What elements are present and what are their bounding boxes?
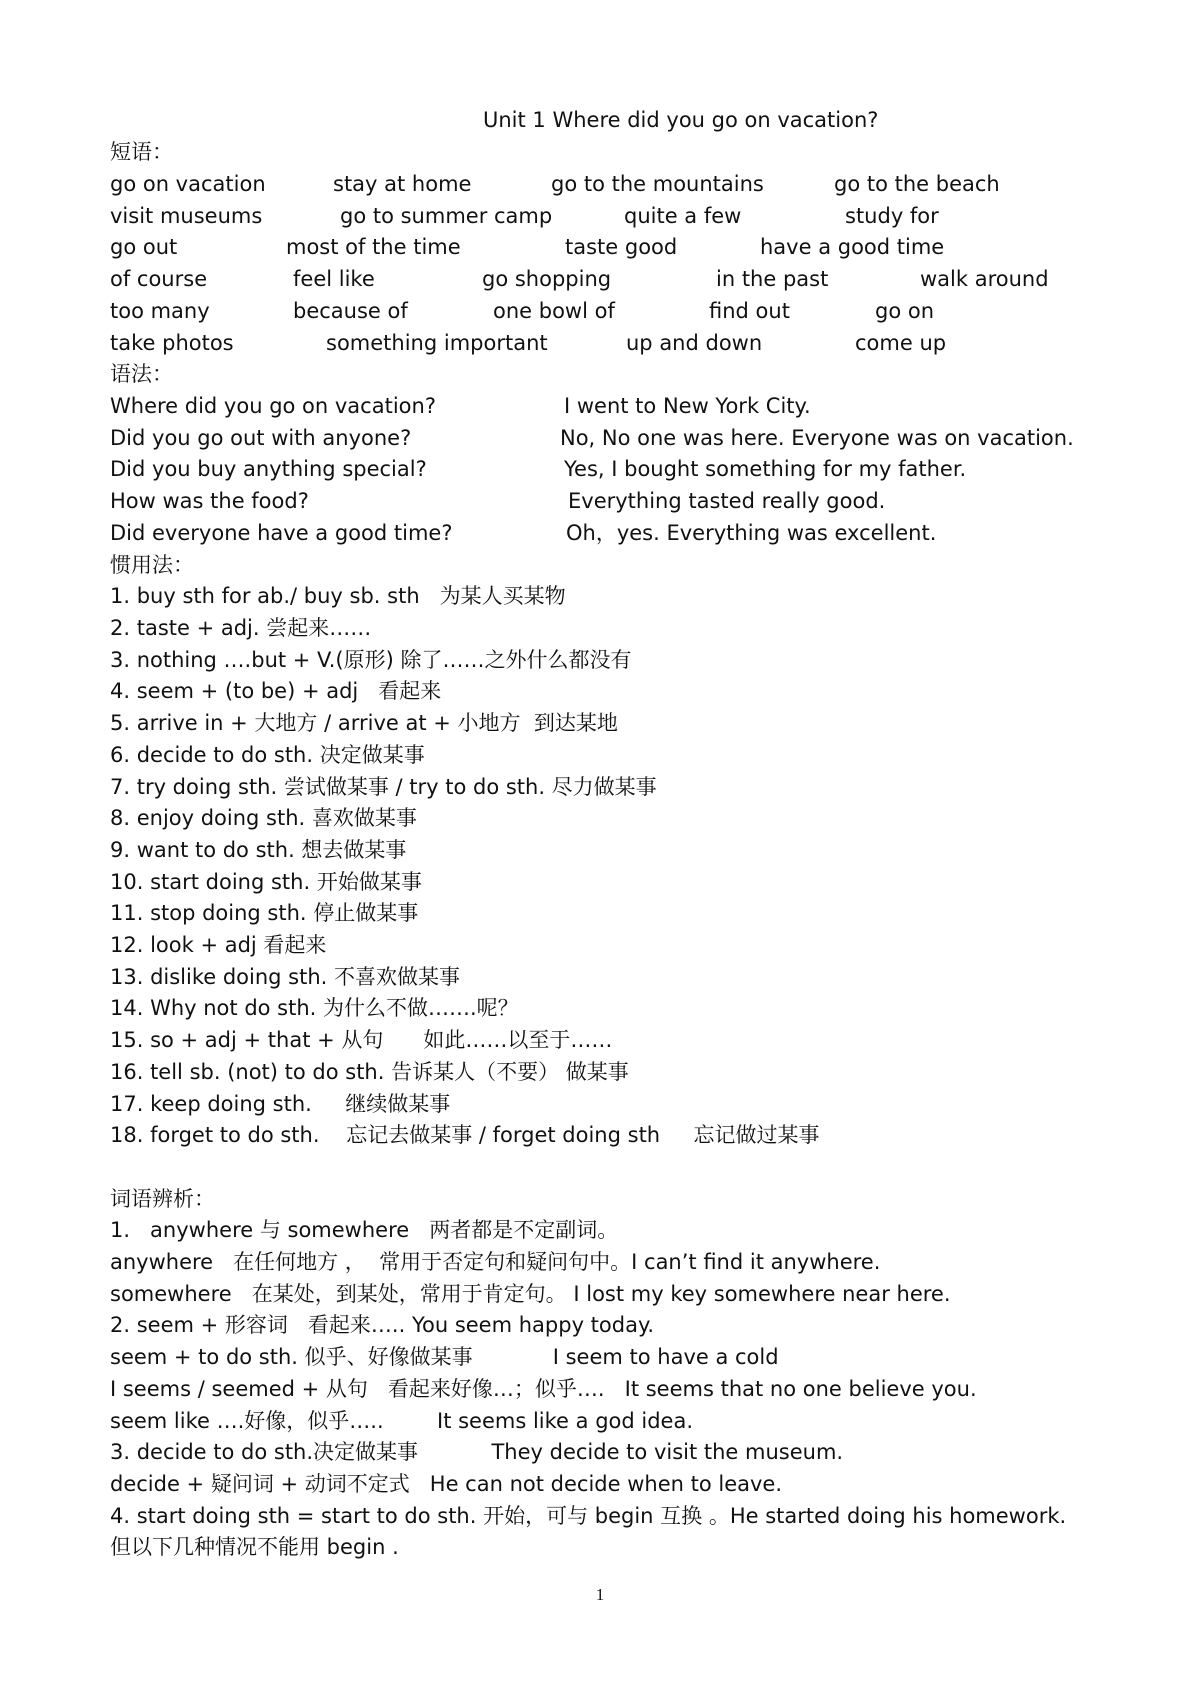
grammar-answer: Yes, I bought something for my father. [564, 457, 967, 481]
usage-item: 10. start doing sth. 开始做某事 [110, 870, 422, 894]
phrase: something important [326, 331, 548, 355]
phrase: up and down [626, 331, 763, 355]
usage-item: 17. keep doing sth. 继续做某事 [110, 1092, 451, 1116]
usage-item: 2. taste + adj. 尝起来…… [110, 616, 372, 640]
usage-item: 13. dislike doing sth. 不喜欢做某事 [110, 965, 461, 989]
usage-heading: 惯用法： [110, 553, 194, 577]
phrase: one bowl of [493, 299, 615, 323]
phrase: go to the mountains [551, 172, 764, 196]
analysis-line: 3. decide to do sth.决定做某事 They decide to visit the museum. [110, 1440, 844, 1464]
phrase: have a good time [760, 235, 945, 259]
phrase: come up [855, 331, 947, 355]
document-title: Unit 1 Where did you go on vacation? [483, 108, 879, 132]
usage-item: 11. stop doing sth. 停止做某事 [110, 901, 419, 925]
phrase: quite a few [624, 204, 742, 228]
analysis-line: anywhere 在任何地方 ， 常用于否定句和疑问句中。I can’t find it anywhere. [110, 1250, 881, 1274]
phrase: in the past [716, 267, 829, 291]
usage-item: 16. tell sb. (not) to do sth. 告诉某人（不要） 做某事 [110, 1060, 629, 1084]
grammar-heading: 语法： [110, 362, 173, 386]
usage-item: 12. look + adj 看起来 [110, 933, 327, 957]
usage-item: 1. buy sth for ab./ buy sb. sth 为某人买某物 [110, 584, 566, 608]
grammar-question: Did you buy anything special? [110, 457, 427, 481]
phrase: because of [293, 299, 408, 323]
usage-item: 15. so + adj + that + 从句 如此……以至于…… [110, 1028, 613, 1052]
phrase: find out [709, 299, 790, 323]
usage-item: 8. enjoy doing sth. 喜欢做某事 [110, 806, 417, 830]
analysis-line: decide + 疑问词 + 动词不定式 He can not decide when to leave. [110, 1472, 782, 1496]
analysis-line: 2. seem + 形容词 看起来….. You seem happy today. [110, 1313, 655, 1337]
grammar-question: Did everyone have a good time? [110, 521, 453, 545]
analysis-line: seem + to do sth. 似乎、好像做某事 I seem to have a cold [110, 1345, 779, 1369]
analysis-line: I seems / seemed + 从句 看起来好像…；似乎…. It seems that no one believe you. [110, 1377, 977, 1401]
usage-item: 14. Why not do sth. 为什么不做…….呢？ [110, 996, 519, 1020]
grammar-question: Did you go out with anyone? [110, 426, 412, 450]
phrase: go to summer camp [340, 204, 553, 228]
phrase: go to the beach [834, 172, 1000, 196]
phrase: go on [875, 299, 935, 323]
phrase: go out [110, 235, 178, 259]
phrase: stay at home [333, 172, 472, 196]
phrase: go shopping [482, 267, 612, 291]
grammar-answer: Everything tasted really good. [568, 489, 886, 513]
usage-item: 9. want to do sth. 想去做某事 [110, 838, 407, 862]
usage-item: 18. forget to do sth. 忘记去做某事 / forget doing sth 忘记做过某事 [110, 1123, 820, 1147]
analysis-line: seem like ….好像，似乎….. It seems like a god idea. [110, 1409, 694, 1433]
usage-item: 6. decide to do sth. 决定做某事 [110, 743, 425, 767]
phrases-heading: 短语： [110, 140, 173, 164]
analysis-line: 4. start doing sth = start to do sth. 开始，可与 begin 互换 。He started doing his homework. [110, 1504, 1067, 1528]
analysis-line: 1. anywhere 与 somewhere 两者都是不定副词。 [110, 1218, 619, 1242]
phrase: go on vacation [110, 172, 266, 196]
phrase: study for [845, 204, 939, 228]
analysis-heading: 词语辨析： [110, 1187, 215, 1211]
phrase: visit museums [110, 204, 263, 228]
grammar-answer: Oh，yes. Everything was excellent. [566, 521, 937, 545]
phrase: feel like [293, 267, 375, 291]
usage-item: 4. seem + (to be) + adj 看起来 [110, 679, 442, 703]
page-number: 1 [595, 1585, 605, 1604]
analysis-line: somewhere 在某处，到某处，常用于肯定句。 I lost my key somewhere near here. [110, 1282, 951, 1306]
grammar-answer: No, No one was here. Everyone was on vacation. [560, 426, 1074, 450]
phrase: of course [110, 267, 208, 291]
usage-item: 5. arrive in + 大地方 / arrive at + 小地方 到达某地 [110, 711, 618, 735]
analysis-line: 但以下几种情况不能用 begin . [110, 1535, 399, 1559]
phrase: taste good [565, 235, 678, 259]
phrase: most of the time [286, 235, 461, 259]
phrase: too many [110, 299, 210, 323]
grammar-answer: I went to New York City. [564, 394, 811, 418]
grammar-question: Where did you go on vacation? [110, 394, 436, 418]
phrase: take photos [110, 331, 234, 355]
grammar-question: How was the food? [110, 489, 309, 513]
usage-item: 3. nothing ….but + V.(原形) 除了……之外什么都没有 [110, 648, 632, 672]
phrase: walk around [920, 267, 1049, 291]
usage-item: 7. try doing sth. 尝试做某事 / try to do sth. 尽力做某事 [110, 775, 657, 799]
